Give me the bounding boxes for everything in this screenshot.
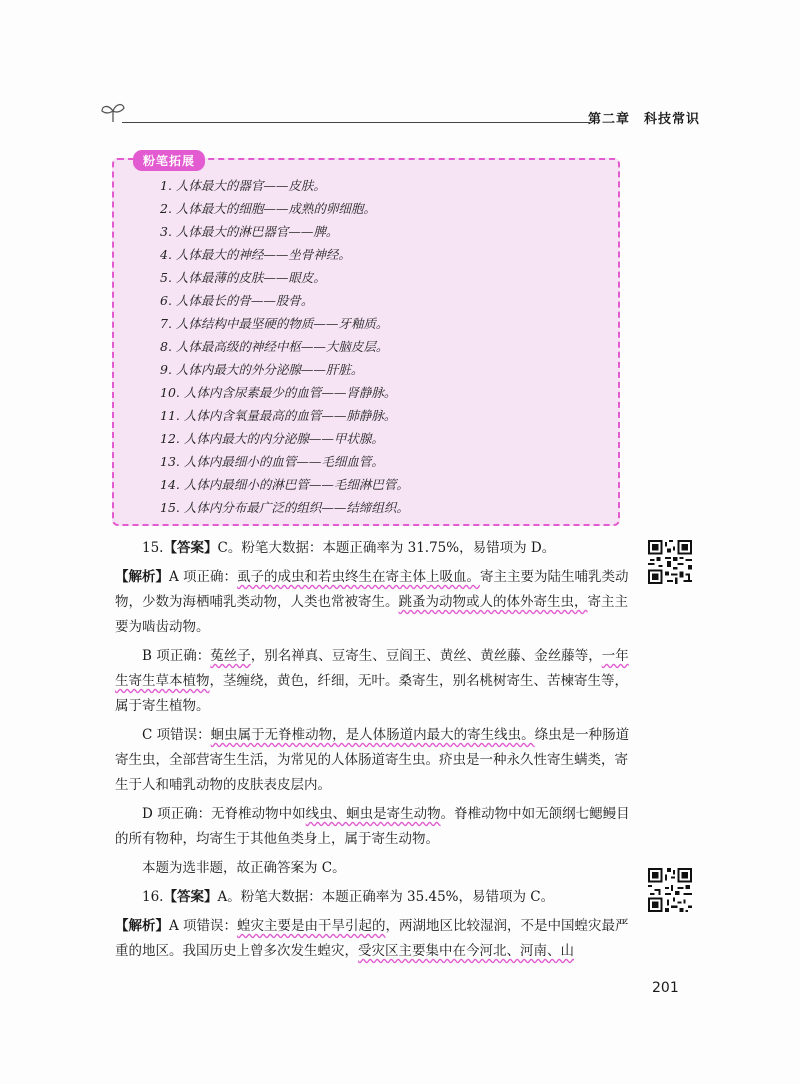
option-b-lead: B 项正确： [142, 648, 211, 664]
list-item: 7. 人体结构中最坚硬的物质——牙釉质。 [160, 316, 389, 331]
q16-number: 16. [142, 889, 164, 905]
analysis-label: 【解析】 [115, 918, 169, 934]
list-item: 12. 人体内最大的内分泌腺——甲状腺。 [160, 431, 384, 446]
q15-analysis-d [115, 802, 635, 852]
q15-conclusion: 本题为选非题，故正确答案为 C。 [142, 860, 346, 876]
list-item: 8. 人体最高级的神经中枢——大脑皮层。 [160, 339, 389, 354]
q15-analysis-a [115, 565, 635, 640]
highlight-text: 虱子的成虫和若虫终生在寄主体上吸血。 [237, 569, 481, 585]
q15-answer-text: C。粉笔大数据：本题正确率为 31.75%，易错项为 D。 [217, 540, 556, 556]
page-number: 201 [652, 980, 679, 996]
q15-number: 15. [142, 540, 164, 556]
highlight-text: 蝗灾主要是由干旱引起的 [237, 918, 386, 934]
q16-analysis-a [115, 914, 635, 964]
option-a-text: ，两湖地区比较湿润，不是中国蝗灾最严重的地区。我国历史上曾多次发生蝗灾， [115, 918, 629, 959]
q16-answer-text: A。粉笔大数据：本题正确率为 35.45%，易错项为 C。 [217, 889, 555, 905]
highlight-text: 一年生寄生草本植物 [115, 648, 629, 689]
option-a-tail: 寄主主要为啮齿动物。 [115, 594, 628, 635]
highlight-text: 菟丝子 [210, 648, 251, 664]
sprout-icon [100, 100, 126, 124]
chapter-title: 科技常识 [643, 112, 700, 127]
list-item: 14. 人体内最细小的淋巴管——毛细淋巴管。 [160, 477, 409, 492]
option-a-text: 寄主主要为陆生哺乳类动物，少数为海栖哺乳类动物，人类也常被寄生。 [115, 569, 629, 610]
q15-analysis-c [115, 723, 635, 798]
analysis-label: 【解析】 [115, 569, 169, 585]
list-item: 10. 人体内含尿素最少的血管——肾静脉。 [160, 385, 397, 400]
highlight-text: 蛔虫属于无脊椎动物，是人体肠道内最大的寄生线虫。 [210, 727, 535, 743]
highlight-text: 跳蚤为动物或人的体外寄生虫， [398, 594, 588, 610]
option-d-text: 。脊椎动物中如无颌纲七鳃鳗目的所有物种，均寄生于其他鱼类身上，属于寄生动物。 [115, 806, 630, 847]
list-item: 15. 人体内分布最广泛的组织——结缔组织。 [160, 500, 409, 515]
list-item: 6. 人体最长的骨——股骨。 [160, 293, 314, 308]
list-item: 3. 人体最大的淋巴器官——脾。 [160, 224, 339, 239]
option-d-lead: D 项正确：无脊椎动物中如 [142, 806, 306, 822]
answer-label: 【答案】 [163, 540, 218, 556]
header-rule [122, 122, 590, 123]
list-item: 5. 人体最薄的皮肤——眼皮。 [160, 270, 326, 285]
qr-code-icon[interactable] [648, 868, 692, 912]
option-b-tail: ，茎缠绕，黄色，纤细，无叶。桑寄生，别名桃树寄生、苦楝寄生等，属于寄生植物。 [115, 673, 628, 714]
option-b-text: ，别名禅真、豆寄生、豆阎王、黄丝、黄丝藤、金丝藤等， [250, 648, 602, 664]
list-item: 9. 人体内最大的外分泌腺——肝脏。 [160, 362, 364, 377]
qr-code-icon[interactable] [648, 540, 692, 584]
list-item: 4. 人体最大的神经——坐骨神经。 [160, 247, 351, 262]
list-item: 1. 人体最大的器官——皮肤。 [160, 178, 326, 193]
option-c-text: 绦虫是一种肠道寄生虫，全部营寄生生活，为常见的人体肠道寄生虫。疥虫是一种永久性寄生螨类，寄生于人和哺乳动物的皮肤表皮层内。 [115, 727, 630, 793]
extension-list [160, 174, 409, 519]
extension-tag: 粉笔拓展 [133, 150, 205, 171]
list-item: 11. 人体内含氧量最高的血管——肺静脉。 [160, 408, 397, 423]
highlight-text: 受灾区主要集中在今河北、河南、山 [358, 943, 574, 959]
chapter-number: 第二章 [587, 112, 630, 127]
q15-analysis-b [115, 644, 635, 719]
chapter-heading [588, 108, 700, 127]
answer-explanations [115, 536, 635, 968]
list-item: 13. 人体内最细小的血管——毛细血管。 [160, 454, 384, 469]
option-a-lead: A 项错误： [169, 918, 238, 934]
list-item: 2. 人体最大的细胞——成熟的卵细胞。 [160, 201, 376, 216]
highlight-text: 线虫、蛔虫是寄生动物 [305, 806, 441, 822]
q15-answer [115, 536, 635, 561]
q16-answer [115, 885, 635, 910]
option-c-lead: C 项错误： [142, 727, 211, 743]
option-a-lead: A 项正确： [169, 569, 238, 585]
page-header [100, 96, 700, 136]
answer-label: 【答案】 [163, 889, 218, 905]
